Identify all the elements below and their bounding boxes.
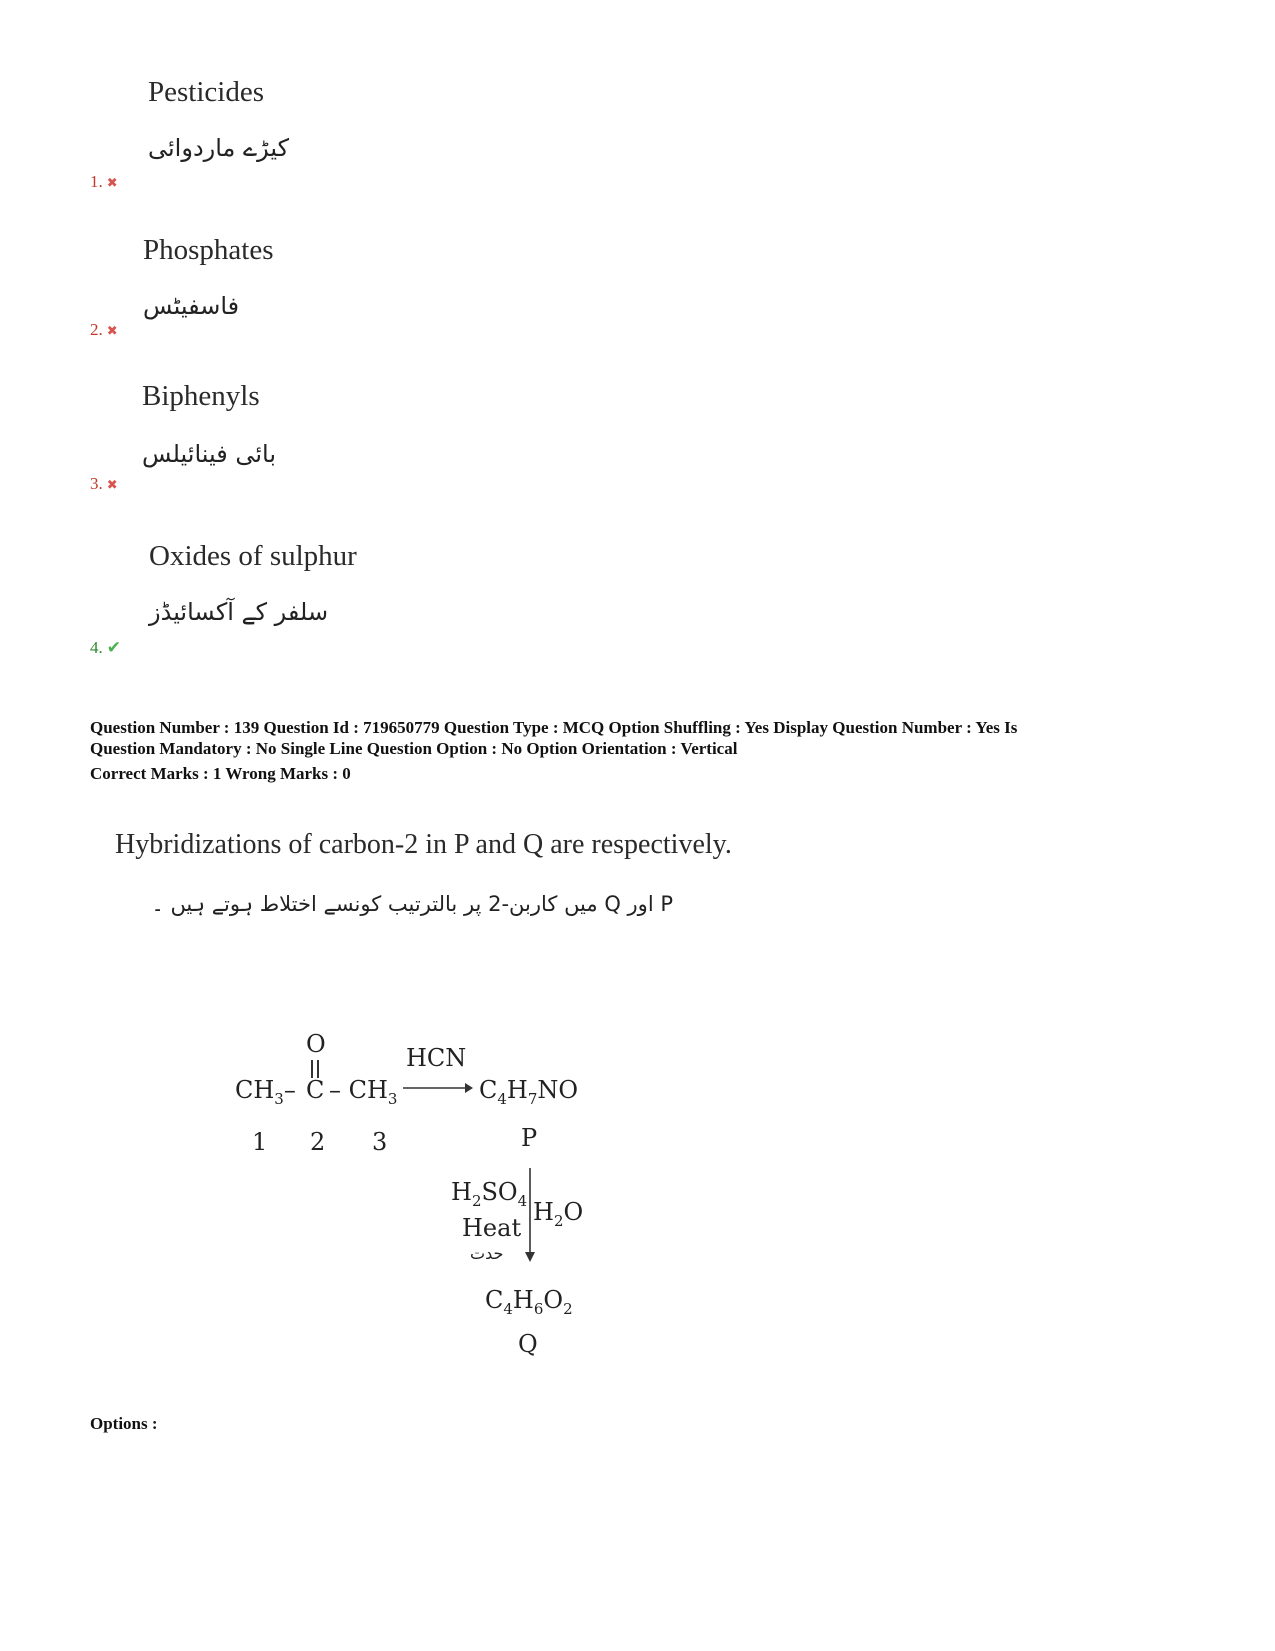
- cross-icon: ✖: [106, 176, 118, 191]
- forward-arrow-icon: [403, 1080, 473, 1096]
- product-q-formula: $C_4H_6O_2$: [485, 1286, 573, 1318]
- reaction-diagram: [220, 1020, 620, 1380]
- reagent-h2so4: $H_2SO_4$: [451, 1178, 528, 1210]
- carbon-number-1: 1: [252, 1128, 268, 1156]
- option-3-urdu: بائی فینائیلس: [142, 440, 277, 468]
- option-4-urdu: سلفر کے آکسائیڈز: [149, 598, 329, 626]
- option-3-number: 3.: [90, 474, 103, 493]
- option-2-urdu: فاسفیٹس: [143, 292, 240, 320]
- option-1-number: 1.: [90, 172, 103, 191]
- question-marks: Correct Marks : 1 Wrong Marks : 0: [90, 764, 351, 783]
- cross-icon: ✖: [106, 478, 118, 493]
- cross-icon: ✖: [106, 324, 118, 339]
- question-urdu: P اور Q میں کاربن-2 پر بالترتیب کونسے اختلاط ہوتے ہیں ۔: [151, 892, 673, 916]
- reactant-ch3-right: – $CH_3$: [329, 1076, 398, 1108]
- option-3-english: Biphenyls: [142, 380, 260, 412]
- carbon-number-2: 2: [310, 1128, 326, 1156]
- option-1-urdu: کیڑے ماردوائی: [148, 134, 289, 162]
- option-3-marker[interactable]: [90, 474, 118, 494]
- option-4-marker[interactable]: [90, 638, 121, 658]
- option-2-number: 2.: [90, 320, 103, 339]
- question-meta-line-2: Question Mandatory : No Single Line Question Option : No Option Orientation : Vertical: [90, 739, 738, 758]
- check-icon: ✔: [106, 638, 121, 658]
- label-q: Q: [518, 1330, 538, 1358]
- carbonyl-carbon: C: [306, 1076, 325, 1104]
- option-4-english: Oxides of sulphur: [149, 540, 357, 572]
- option-1-english: Pesticides: [148, 76, 264, 108]
- reactant-ch3-left: $CH_3-$: [235, 1076, 296, 1108]
- question-english: Hybridizations of carbon-2 in P and Q are respectively.: [115, 829, 732, 860]
- reagent-heat-urdu: حدت: [470, 1244, 504, 1263]
- label-p: P: [521, 1124, 538, 1152]
- reagent-h2o: $H_2O$: [533, 1198, 584, 1230]
- question-meta-line-1: Question Number : 139 Question Id : 719650779 Question Type : MCQ Option Shuffling : Yes Display Question Number : Yes Is: [90, 718, 1018, 737]
- carbonyl-oxygen: O: [306, 1030, 326, 1058]
- reagent-hcn: HCN: [406, 1044, 467, 1072]
- option-2-marker[interactable]: [90, 320, 118, 340]
- carbon-number-3: 3: [372, 1128, 388, 1156]
- product-p-formula: $C_4H_7NO$: [479, 1076, 579, 1108]
- options-label: Options :: [90, 1414, 158, 1433]
- reagent-heat: Heat: [462, 1214, 522, 1242]
- option-1-marker[interactable]: [90, 172, 118, 192]
- question-meta: [90, 717, 1200, 784]
- option-2-english: Phosphates: [143, 234, 274, 266]
- option-4-number: 4.: [90, 638, 103, 657]
